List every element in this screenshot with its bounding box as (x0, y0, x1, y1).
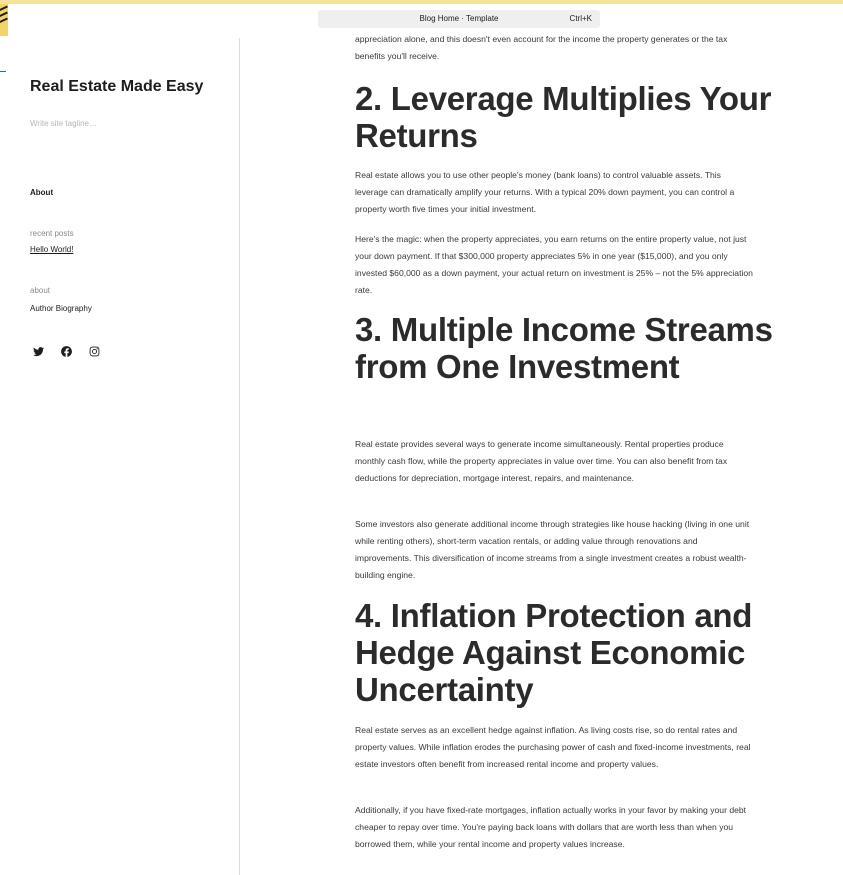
section-4-paragraph-1: Real estate serves as an excellent hedge against inflation. As living costs rise, so do rental rates and property values. While inflation erodes the purchasing power of cash and fixed-income investments, real estate investors often benefit from increased rental income and property values. (355, 725, 751, 769)
section-heading-2: 2. Leverage Multiplies Your Returns (355, 80, 772, 154)
site-title[interactable]: Real Estate Made Easy (30, 78, 204, 95)
section-heading-4: 4. Inflation Protection and Hedge Against Economic Uncertainty (355, 597, 753, 708)
section-heading-3: 3. Multiple Income Streams from One Investment (355, 311, 773, 385)
template-title: Blog Home · Template (419, 14, 499, 23)
site-tagline-placeholder[interactable]: Write site tagline… (30, 119, 97, 128)
section-3-paragraph-1: Real estate provides several ways to generate income simultaneously. Rental properties produce monthly cash flow, while the property appreciates in value over time. You can also benefit from tax deductions for depreciation, mortgage interest, repairs, and maintenance. (355, 439, 728, 483)
nav-link-about[interactable]: About (30, 188, 54, 197)
about-heading: about (30, 286, 51, 295)
section-3-paragraph-2: Some investors also generate additional income through strategies like house hacking (living in one unit while renting others), short-term vacation rentals, or adding value through renovations and improvements. This diversification of income streams from a single investment creates a robust wealth-building engine. (355, 519, 750, 580)
instagram-icon[interactable] (87, 344, 101, 358)
site-sidebar (0, 38, 240, 875)
section-2-paragraph-1: Real estate allows you to use other people's money (bank loans) to control valuable assets. This leverage can dramatically amplify your returns. With a typical 20% down payment, you can control a property worth five times your initial investment. (355, 170, 735, 214)
shortcut-hint: Ctrl+K (569, 14, 592, 23)
section-4-paragraph-2: Additionally, if you have fixed-rate mortgages, inflation actually works in your favor by making your debt cheaper to repay over time. You're paying back loans with dollars that are worth less than when you borrowed them, while your rental income and property values increase. (355, 805, 747, 849)
editor-top-strip (0, 0, 843, 4)
twitter-icon[interactable] (31, 344, 45, 358)
paragraph-continued: appreciation alone, and this doesn't even account for the income the property generates or the tax benefits you'll receive. (355, 34, 728, 61)
facebook-icon[interactable] (59, 344, 73, 358)
command-palette-bar[interactable] (318, 10, 600, 28)
author-biography: Author Biography (30, 304, 92, 313)
site-logo-icon[interactable] (0, 4, 8, 36)
section-2-paragraph-2: Here's the magic: when the property appreciates, you earn returns on the entire property value, not just your down payment. If that $300,000 property appreciates 5% in one year ($15,000), and you only invested $60,000 as a down payment, your actual return on investment is 25% – not the 5% appreciation rate. (355, 234, 753, 295)
recent-posts-heading: recent posts (30, 229, 74, 238)
recent-post-link[interactable]: Hello World! (30, 245, 74, 254)
